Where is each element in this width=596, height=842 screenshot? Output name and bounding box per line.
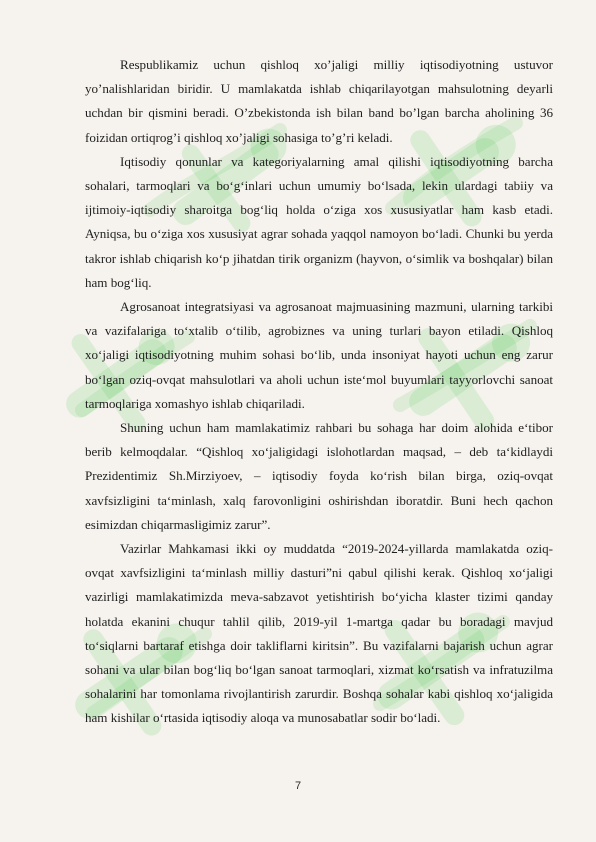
paragraph-1: Respublikamiz uchun qishloq xo’jaligi milliy iqtisodiyotning ustuvor yo’nalishlaridan biridir. U mamlakatda ishlab chiqarilayotgan mahsulotning deyarli uchdan bir qismini beradi. O’zbekistonda ish bilan band bo’lgan barcha aholining 36 foizidan ortiqrog’i qishloq xo’jaligi sohasiga to’g’ri keladi. bbox=[85, 57, 553, 145]
page-number: 7 bbox=[294, 780, 302, 792]
paragraph-4: Shuning uchun ham mamlakatimiz rahbari bu sohaga har doim alohida e‘tibor berib kelmoqdalar. “Qishloq xo‘jaligidagi islohotlardan maqsad, – deb ta‘kidlaydi Prezidentimiz Sh.Mirziyoev, – iqtisodiy foyda ko‘rish bilan birga, oziq-ovqat xavfsizligini ta‘minlash, xalq farovonligini oshirishdan iboratdir. Buni hech qachon esimizdan chiqarmasligimiz zarur”. bbox=[85, 420, 553, 532]
paragraph-5: Vazirlar Mahkamasi ikki oy muddatda “2019-2024-yillarda mamlakatda oziq-ovqat xavfsizligini ta‘minlash milliy dasturi”ni qabul qilishi kerak. Qishloq xo‘jaligi vazirligi mamlakatimizda meva-sabzavot yetishtirish bo‘yicha klaster tizimi qanday holatda ekanini chuqur tahlil qilib, 2019-yil 1-martga qadar bu boradagi mavjud to‘siqlarni bartaraf etishga doir takliflarni kiritsin”. Bu vazifalarni bajarish uchun agrar sohani va ular bilan bog‘liq bo‘lgan sanoat tarmoqlari, xizmat ko‘rsatish va infratuzilma sohalarini har tomonlama rivojlantirish zarurdir. Boshqa sohalar kabi qishloq xo‘jaligida ham kishilar o‘rtasida iqtisodiy aloqa va munosabatlar sodir bo‘ladi. bbox=[85, 541, 553, 726]
paragraph-3: Agrosanoat integratsiyasi va agrosanoat majmuasining mazmuni, ularning tarkibi va vazifalariga to‘xtalib o‘tilib, agrobiznes va uning turlari bayon etiladi. Qishloq xo‘jaligi iqtisodiyotning muhim sohasi bo‘lib, unda insoniyat hayoti uchun eng zarur bo‘lgan oziq-ovqat mahsulotlari va aholi uchun iste‘mol buyumlari tayyorlovchi sanoat tarmoqlariga xomashyo ishlab chiqariladi. bbox=[85, 299, 553, 411]
document-body bbox=[85, 53, 553, 731]
paragraph-2: Iqtisodiy qonunlar va kategoriyalarning amal qilishi iqtisodiyotning barcha sohalari, tarmoqlari va bo‘g‘inlari uchun umumiy bo‘lsada, lekin ulardagi tabiiy va ijtimoiy-iqtisodiy sharoitga bog‘liq holda o‘ziga xos xususiyatlar ham kasb etadi. Ayniqsa, bu o‘ziga xos xususiyat agrar sohada yaqqol namoyon bo‘ladi. Chunki bu yerda takror ishlab chiqarish ko‘p jihatdan tirik organizm (hayvon, o‘simlik va boshqalar) bilan ham bog‘liq. bbox=[85, 153, 553, 290]
